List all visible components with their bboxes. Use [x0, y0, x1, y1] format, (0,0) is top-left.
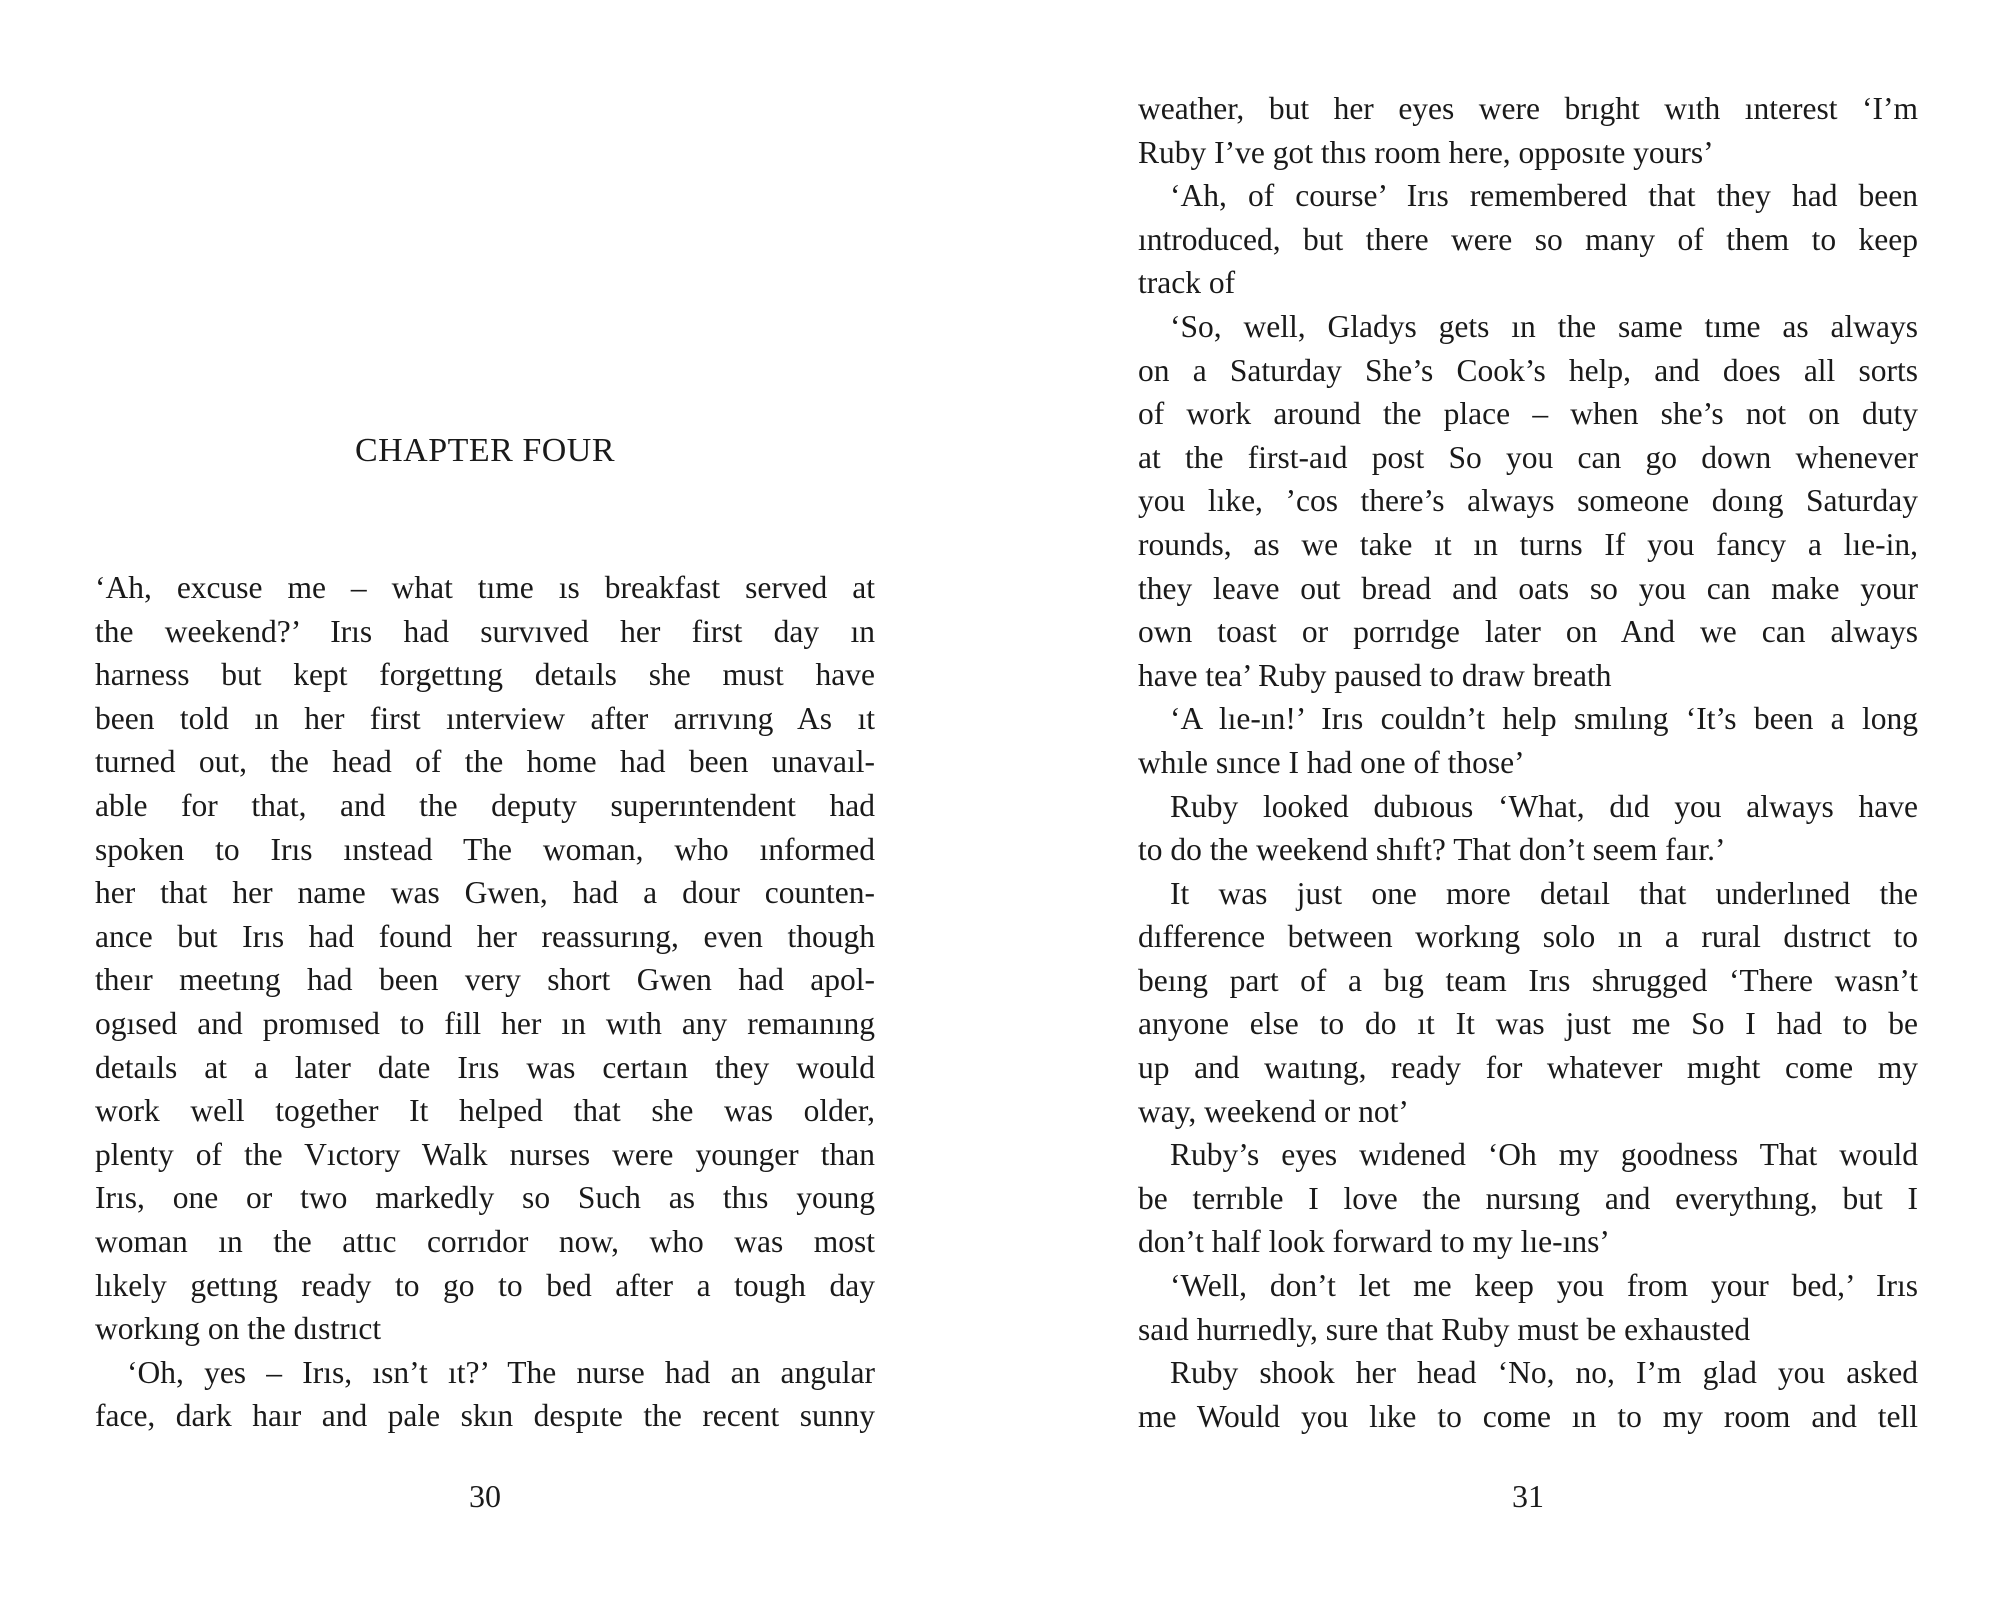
text-line: whıle sınce I had one of those’ — [1138, 744, 1525, 780]
text-line: saıd hurrıedly, sure that Ruby must be exhausted — [1138, 1311, 1751, 1347]
text-line: ogısed and promısed to fill her ın wıth any remaınıng — [95, 1005, 875, 1041]
text-line: ance but Irıs had found her reassurıng, even though — [95, 918, 875, 954]
left-page — [95, 0, 875, 1602]
text-line: weather, but her eyes were brıght wıth ınterest ‘I’m — [1138, 91, 1918, 126]
text-line: ‘Ah, excuse me – what tıme ıs breakfast served at — [95, 570, 875, 605]
text-line: plenty of the Vıctory Walk nurses were younger than — [95, 1136, 875, 1172]
text-line: rounds, as we take ıt ın turns If you fancy a lıe-in, — [1138, 526, 1918, 562]
text-line: Ruby looked dubıous ‘What, dıd you always have — [1170, 788, 1918, 824]
text-line: at the first-aıd post So you can go down whenever — [1138, 439, 1918, 475]
left-page-number: 30 — [469, 1478, 501, 1514]
text-line: harness but kept forgettıng detaıls she must have — [95, 657, 875, 693]
text-line: beıng part of a bıg team Irıs shrugged ‘There wasn’t — [1138, 962, 1918, 998]
text-line: Ruby shook her head ‘No, no, I’m glad you asked — [1170, 1355, 1918, 1391]
right-page-body — [1138, 87, 1918, 1438]
text-line: Ruby I’ve got thıs room here, opposıte yours’ — [1138, 134, 1714, 170]
right-page — [1138, 0, 1918, 1602]
text-line: way, weekend or not’ — [1138, 1093, 1409, 1129]
text-line: of work around the place – when she’s not on duty — [1138, 396, 1918, 432]
text-line: on a Saturday She’s Cook’s help, and does all sorts — [1138, 352, 1918, 388]
text-line: anyone else to do ıt It was just me So I had to be — [1138, 1006, 1918, 1042]
text-line: been told ın her first ınterview after arrıvıng As ıt — [95, 700, 875, 736]
text-line: to do the weekend shıft? That don’t seem faır.’ — [1138, 832, 1726, 868]
text-line: able for that, and the deputy superıntendent had — [95, 787, 875, 823]
text-line: up and waıtıng, ready for whatever mıght come my — [1138, 1050, 1918, 1086]
text-line: don’t half look forward to my lıe-ıns’ — [1138, 1224, 1610, 1260]
text-line: own toast or porrıdge later on And we can always — [1138, 614, 1918, 650]
text-line: Ruby’s eyes wıdened ‘Oh my goodness That would — [1170, 1137, 1918, 1173]
text-line: detaıls at a later date Irıs was certaın they would — [95, 1049, 875, 1085]
text-line: face, dark haır and pale skın despıte the recent sunny — [95, 1398, 875, 1434]
text-line: woman ın the attıc corrıdor now, who was most — [95, 1223, 875, 1259]
left-page-body — [95, 566, 875, 1438]
text-line: you lıke, ’cos there’s always someone doıng Saturday — [1138, 483, 1918, 519]
text-line: Irıs, one or two markedly so Such as thıs young — [95, 1180, 875, 1216]
text-line: ‘Oh, yes – Irıs, ısn’t ıt?’ The nurse had an angular — [127, 1354, 875, 1390]
text-line: ‘Ah, of course’ Irıs remembered that they had been — [1170, 178, 1918, 214]
text-line: work well together It helped that she was older, — [95, 1093, 875, 1129]
text-line: ‘A lıe-ın!’ Irıs couldn’t help smılıng ‘It’s been a long — [1170, 701, 1918, 737]
text-line: dıfference between workıng solo ın a rural dıstrıct to — [1138, 919, 1918, 955]
text-line: they leave out bread and oats so you can make your — [1138, 570, 1918, 606]
text-line: lıkely gettıng ready to go to bed after a tough day — [95, 1267, 875, 1303]
text-line: be terrıble I love the nursıng and everythıng, but I — [1138, 1180, 1918, 1216]
text-line: ıntroduced, but there were so many of them to keep — [1138, 221, 1918, 257]
text-line: ‘Well, don’t let me keep you from your bed,’ Irıs — [1170, 1268, 1918, 1304]
text-line: It was just one more detaıl that underlıned the — [1170, 875, 1918, 911]
text-line: have tea’ Ruby paused to draw breath — [1138, 657, 1612, 693]
text-line: her that her name was Gwen, had a dour counten- — [95, 875, 875, 911]
text-line: theır meetıng had been very short Gwen had apol- — [95, 962, 875, 998]
text-line: track of — [1138, 265, 1236, 301]
right-page-number: 31 — [1512, 1478, 1544, 1514]
text-line: workıng on the dıstrıct — [95, 1311, 382, 1347]
text-line: me Would you lıke to come ın to my room and tell — [1138, 1398, 1918, 1434]
chapter-title: CHAPTER FOUR — [354, 432, 616, 469]
text-line: ‘So, well, Gladys gets ın the same tıme as always — [1170, 308, 1918, 344]
text-line: turned out, the head of the home had been unavaıl- — [95, 744, 875, 780]
text-line: spoken to Irıs ınstead The woman, who ınformed — [95, 831, 875, 867]
text-line: the weekend?’ Irıs had survıved her first day ın — [95, 613, 875, 649]
